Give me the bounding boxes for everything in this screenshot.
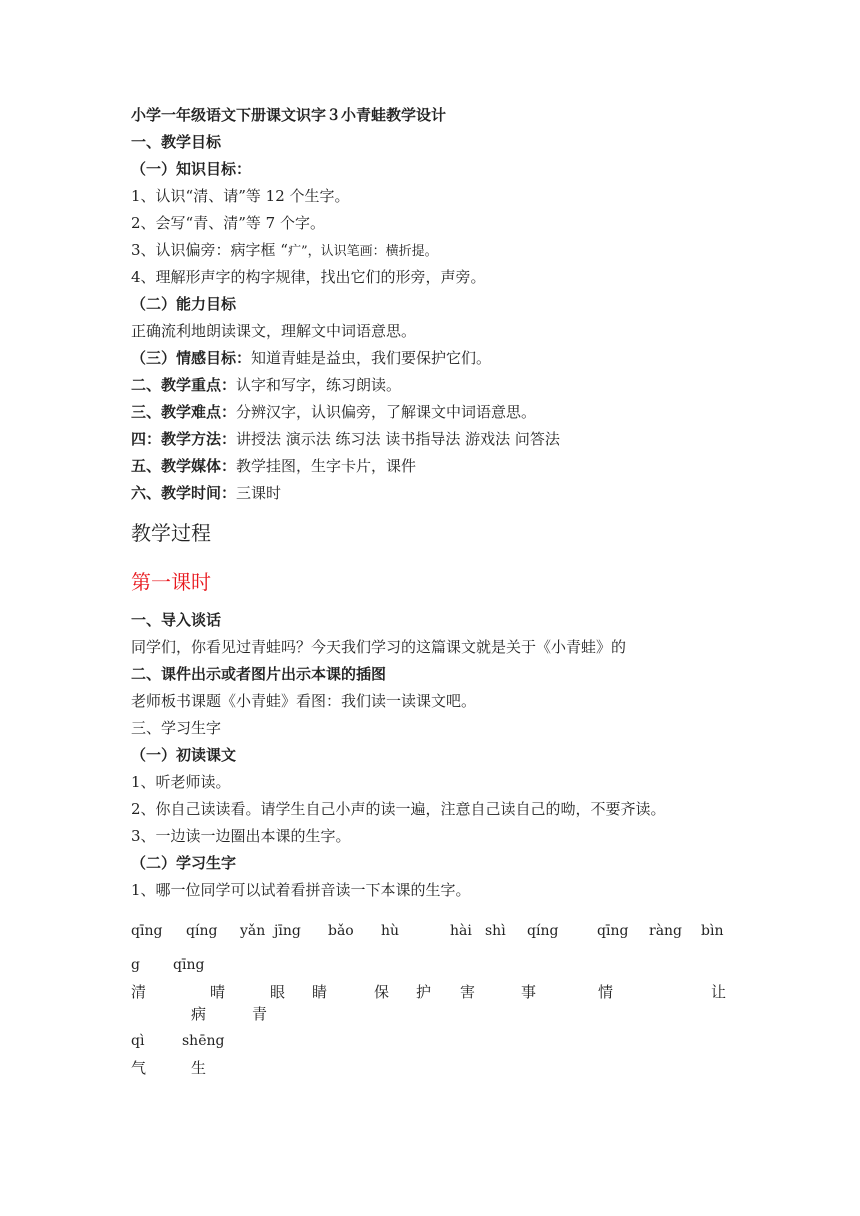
ability-heading: （二）能力目标 bbox=[131, 295, 237, 313]
pinyin: hù bbox=[381, 923, 400, 939]
hanzi: 让 bbox=[711, 983, 727, 1001]
hanzi: 情 bbox=[598, 983, 614, 1001]
part1-heading: （一）初读课文 bbox=[131, 746, 237, 764]
summary-text: 分辨汉字，认识偏旁，了解课文中词语意思。 bbox=[236, 403, 537, 421]
summary-media bbox=[131, 456, 416, 476]
emotion-text: 知道青蛙是益虫，我们要保护它们。 bbox=[251, 349, 492, 367]
hanzi: 事 bbox=[521, 983, 537, 1001]
knowledge-item-4: 4、理解形声字的构字规律，找出它们的形旁，声旁。 bbox=[131, 268, 486, 286]
hanzi: 气 bbox=[131, 1059, 147, 1077]
hanzi: 保 bbox=[374, 983, 390, 1001]
objectives-heading: 一、教学目标 bbox=[131, 133, 222, 151]
pinyin: shì bbox=[485, 923, 506, 939]
summary-text: 认字和写字，练习朗读。 bbox=[236, 376, 402, 394]
part1-item-1: 1、听老师读。 bbox=[131, 773, 231, 791]
hanzi: 睛 bbox=[312, 983, 328, 1001]
summary-label: 六、教学时间： bbox=[131, 484, 237, 502]
hanzi: 生 bbox=[191, 1059, 207, 1077]
pinyin: hài bbox=[450, 923, 472, 939]
hanzi: 护 bbox=[416, 983, 432, 1001]
knowledge-item-3-text: 3、认识偏旁：病字框 “ bbox=[131, 241, 288, 259]
summary-text: 教学挂图，生字卡片，课件 bbox=[236, 457, 417, 475]
section1-heading: 一、导入谈话 bbox=[131, 611, 222, 629]
hanzi: 清 bbox=[131, 983, 147, 1001]
pinyin: shēng bbox=[182, 1033, 225, 1049]
summary-text: 三课时 bbox=[236, 484, 282, 502]
pinyin: bǎo bbox=[328, 923, 354, 939]
part1-item-3: 3、一边读一边圈出本课的生字。 bbox=[131, 827, 351, 845]
summary-text: 讲授法 演示法 练习法 读书指导法 游戏法 问答法 bbox=[236, 430, 560, 448]
hanzi: 眼 bbox=[270, 983, 286, 1001]
emotion-heading: （三）情感目标： bbox=[131, 349, 252, 367]
pinyin: jīng bbox=[274, 923, 301, 939]
pinyin: qì bbox=[131, 1033, 145, 1049]
part2-heading: （二）学习生字 bbox=[131, 854, 237, 872]
document-title: 小学一年级语文下册课文识字３小青蛙教学设计 bbox=[131, 106, 447, 124]
pinyin: qīng bbox=[173, 957, 205, 973]
hanzi: 病 bbox=[191, 1005, 207, 1023]
summary-label: 四：教学方法： bbox=[131, 430, 237, 448]
summary-label: 三、教学难点： bbox=[131, 403, 237, 421]
hanzi: 晴 bbox=[210, 983, 226, 1001]
section3-heading: 三、学习生字 bbox=[131, 719, 222, 737]
part2-item-1: 1、哪一位同学可以试着看拼音读一下本课的生字。 bbox=[131, 881, 471, 899]
pinyin: ràng bbox=[649, 923, 683, 939]
section2-text: 老师板书课题《小青蛙》看图：我们读一读课文吧。 bbox=[131, 692, 477, 710]
hanzi: 害 bbox=[460, 983, 476, 1001]
section2-heading: 二、课件出示或者图片出示本课的插图 bbox=[131, 665, 387, 683]
pinyin: bìn bbox=[701, 923, 724, 939]
knowledge-item-3-tail: ”，认识笔画：横折提。 bbox=[301, 244, 438, 259]
summary-difficulties bbox=[131, 402, 536, 422]
section1-text: 同学们，你看见过青蛙吗？今天我们学习的这篇课文就是关于《小青蛙》的 bbox=[131, 638, 627, 656]
summary-time bbox=[131, 483, 281, 503]
pinyin: qīng bbox=[131, 923, 163, 939]
part1-item-2: 2、你自己读读看。请学生自己小声的读一遍，注意自己读自己的呦，不要齐读。 bbox=[131, 800, 666, 818]
knowledge-heading: （一）知识目标： bbox=[131, 160, 252, 178]
pinyin: qíng bbox=[186, 923, 218, 939]
knowledge-item-2: 2、会写“青、清”等 7 个字。 bbox=[131, 214, 325, 232]
knowledge-item-3 bbox=[131, 240, 438, 262]
summary-label: 五、教学媒体： bbox=[131, 457, 237, 475]
summary-key-points bbox=[131, 375, 401, 395]
summary-label: 二、教学重点： bbox=[131, 376, 237, 394]
pinyin: qíng bbox=[527, 923, 559, 939]
pinyin: yǎn bbox=[240, 923, 266, 939]
process-heading: 教学过程 bbox=[131, 521, 211, 545]
lesson1-heading: 第一课时 bbox=[131, 570, 211, 594]
summary-methods bbox=[131, 429, 560, 449]
pinyin: qīng bbox=[597, 923, 629, 939]
hanzi: 青 bbox=[252, 1005, 268, 1023]
radical-glyph: 疒 bbox=[287, 244, 301, 259]
ability-text: 正确流利地朗读课文，理解文中词语意思。 bbox=[131, 322, 417, 340]
emotion-line bbox=[131, 348, 491, 368]
knowledge-item-1: 1、认识“清、请”等 12 个生字。 bbox=[131, 187, 350, 205]
pinyin: g bbox=[131, 957, 140, 973]
